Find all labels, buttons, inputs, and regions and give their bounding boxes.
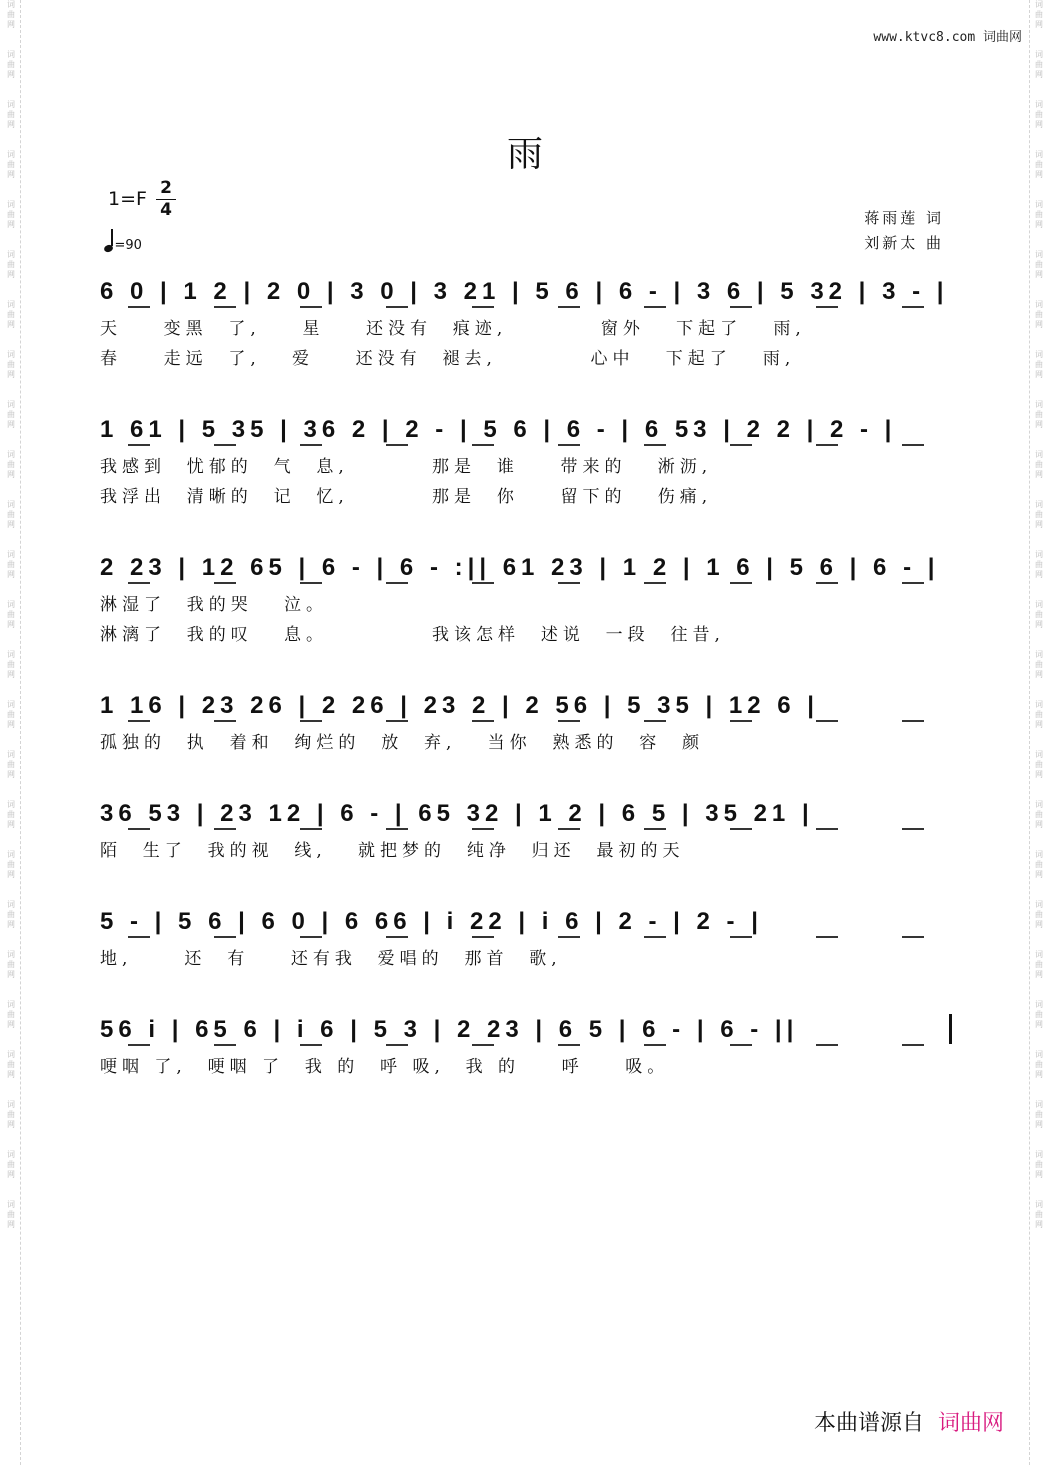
final-barline [949, 1014, 952, 1044]
lyrics-verse-1: 我感到 忧郁的 气 息, 那是 谁 带来的 淅沥, [100, 457, 713, 477]
score-row [100, 412, 952, 542]
time-signature [156, 178, 176, 221]
site-url: www.ktvc8.com 词曲网 [873, 30, 1022, 45]
notation-line: 1 16 | 23 26 | 2 26 | 23 2 | 2 56 | 5 35 | 12 6 | [100, 688, 952, 724]
tempo-marking [104, 232, 142, 253]
right-watermark-strip: 词 曲 网 词 曲 网 词 曲 网 词 曲 网 词 曲 网 词 曲 网 词 曲 网 词 曲 网 词 曲 网 词 曲 网 词 曲 网 词 曲 网 词 曲 网 词 曲 网 词 曲 网 词 曲 网 词 曲 网 词 曲 网 词 曲 网 词 曲 网 词 曲 网 词 曲 网 词 曲 网 词 曲 网 词 曲 网 [1029, 0, 1048, 1465]
lyrics-verse-1: 陌 生了 我的视 线, 就把梦的 纯净 归还 最初的天 [100, 841, 685, 861]
key-signature: 1=F [108, 188, 147, 210]
lyrics-verse-1: 地, 还 有 还有我 爱唱的 那首 歌, [100, 949, 562, 969]
source-label: 本曲谱源自 [813, 1411, 924, 1436]
left-watermark-strip: 词 曲 网 词 曲 网 词 曲 网 词 曲 网 词 曲 网 词 曲 网 词 曲 网 词 曲 网 词 曲 网 词 曲 网 词 曲 网 词 曲 网 词 曲 网 词 曲 网 词 曲 网 词 曲 网 词 曲 网 词 曲 网 词 曲 网 词 曲 网 词 曲 网 词 曲 网 词 曲 网 词 曲 网 词 曲 网 [2, 0, 21, 1465]
lyrics-verse-1: 天 变黑 了, 星 还没有 痕迹, 窗外 下起了 雨, [100, 319, 806, 339]
tempo-value: =90 [114, 238, 142, 253]
lyrics-verse-2: 淋漓了 我的叹 息。 我该怎样 述说 一段 往昔, [100, 625, 725, 645]
source-credit [814, 1406, 1004, 1437]
notation-line: 56 i | 65 6 | i 6 | 5 3 | 2 23 | 6 5 | 6 - | 6 - || [100, 1012, 952, 1048]
notation-line: 2 23 | 12 65 | 6 - | 6 - :|| 61 23 | 1 2 | 1 6 | 5 6 | 6 - | [100, 550, 952, 586]
score-row [100, 274, 952, 404]
composer-credit: 刘新太 曲 [864, 234, 944, 252]
quarter-note-stem [111, 229, 113, 246]
notation-line: 6 0 | 1 2 | 2 0 | 3 0 | 3 21 | 5 6 | 6 - | 3 6 | 5 32 | 3 - | [100, 274, 952, 310]
notation-line: 5 - | 5 6 | 6 0 | 6 66 | i 22 | i 6 | 2 - | 2 - | [100, 904, 952, 940]
score-row [100, 1012, 952, 1142]
time-signature-bottom: 4 [160, 200, 172, 220]
score-row [100, 550, 952, 680]
song-title: 雨 [506, 134, 543, 175]
lyrics-verse-1: 淋湿了 我的哭 泣。 [100, 595, 329, 615]
notation-line: 1 61 | 5 35 | 36 2 | 2 - | 5 6 | 6 - | 6 53 | 2 2 | 2 - | [100, 412, 952, 448]
lyrics-verse-1: 孤独的 执 着和 绚烂的 放 弃, 当你 熟悉的 容 颜 [100, 733, 705, 753]
time-signature-top: 2 [160, 178, 172, 198]
lyrics-verse-2: 我浮出 清晰的 记 忆, 那是 你 留下的 伤痛, [100, 487, 713, 507]
source-site-link[interactable]: 词曲网 [937, 1411, 1004, 1436]
notation-line: 36 53 | 23 12 | 6 - | 65 32 | 1 2 | 6 5 | 35 21 | [100, 796, 952, 832]
lyrics-verse-2: 春 走远 了, 爱 还没有 褪去, 心中 下起了 雨, [100, 349, 796, 369]
lyrics-verse-1: 哽咽 了, 哽咽 了 我 的 呼 吸, 我 的 呼 吸。 [100, 1057, 670, 1077]
lyricist-credit: 蒋雨莲 词 [864, 209, 944, 227]
